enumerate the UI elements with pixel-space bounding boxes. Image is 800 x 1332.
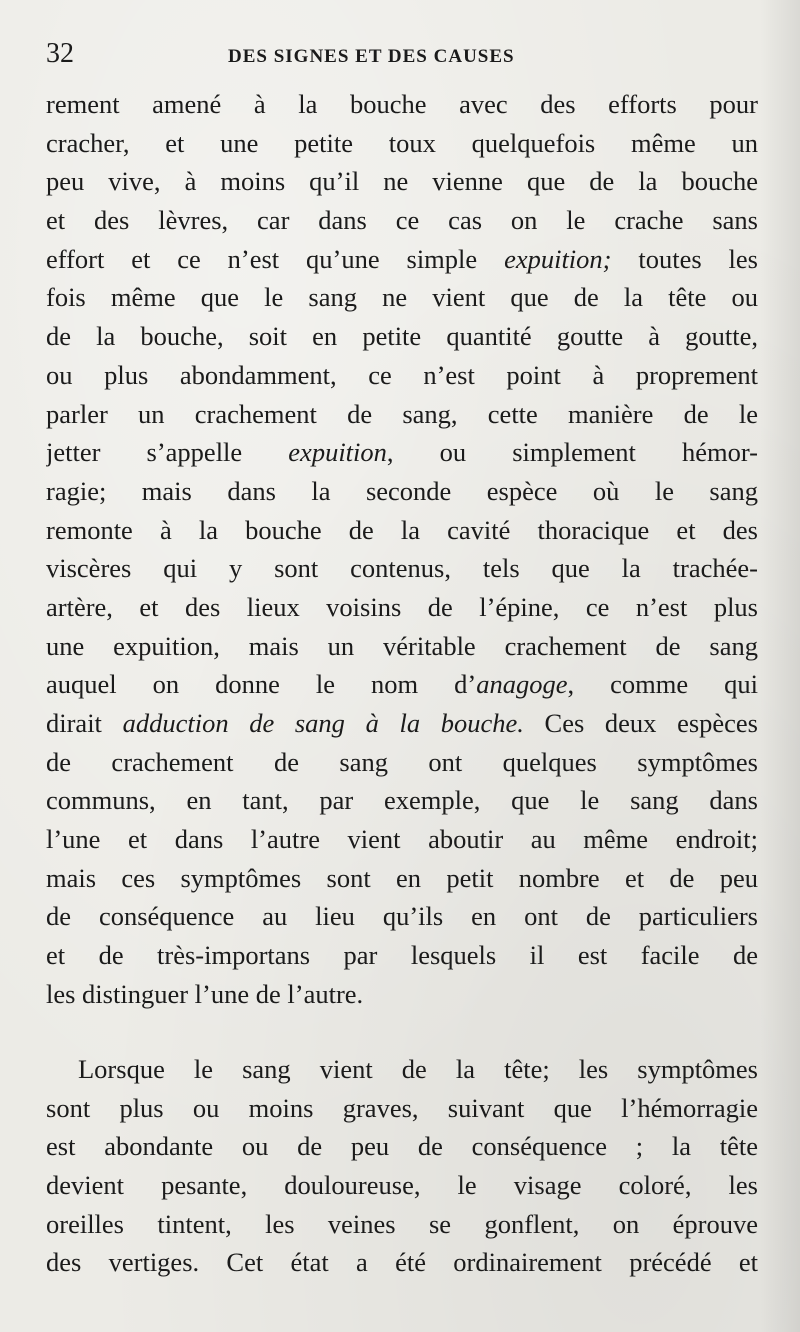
text-line: fois même que le sang ne vient que de la tête ou	[46, 282, 758, 313]
text-line: parler un crachement de sang, cette manière de le	[46, 398, 758, 429]
text-segment: , comme qui	[567, 669, 758, 700]
text-line: et de très-importans par lesquels il est facile de	[46, 940, 758, 971]
text-line: devient pesante, douloureuse, le visage coloré, les	[46, 1170, 758, 1201]
italic-term: anagoge	[476, 669, 568, 700]
text-line: rement amené à la bouche avec des efforts pour	[46, 89, 758, 119]
text-line	[46, 433, 758, 472]
text-segment: effort et ce n’est qu’une simple	[46, 243, 505, 274]
italic-term: expuition	[288, 437, 387, 468]
text-line	[46, 240, 758, 279]
text-line: des vertiges. Cet état a été ordinairement précédé et	[46, 1247, 758, 1278]
page-header	[0, 38, 800, 78]
text-line: mais ces symptômes sont en petit nombre et de peu	[46, 862, 758, 893]
paragraph-2	[46, 1050, 758, 1282]
text-line: de la bouche, soit en petite quantité goutte à goutte,	[46, 321, 758, 352]
text-line: oreilles tintent, les veines se gonflent, on éprouve	[46, 1208, 758, 1239]
text-line	[46, 665, 758, 704]
text-line: ou plus abondamment, ce n’est point à proprement	[46, 359, 758, 390]
text-segment: auquel on donne le nom d’	[46, 669, 477, 700]
text-line: est abondante ou de peu de conséquence ; la tête	[46, 1131, 758, 1162]
text-line: peu vive, à moins qu’il ne vienne que de la bouche	[46, 166, 758, 197]
text-line: une expuition, mais un véritable crachement de sang	[46, 630, 758, 661]
italic-term: expuition;	[504, 243, 612, 274]
text-line: Lorsque le sang vient de la tête; les symptômes	[78, 1054, 758, 1084]
text-segment: dirait	[46, 708, 123, 738]
text-line: ragie; mais dans la seconde espèce où le sang	[46, 475, 758, 506]
text-segment: , ou simplement hémor-	[386, 437, 758, 468]
text-segment: toutes les	[611, 243, 758, 274]
page-edge-shadow	[760, 0, 800, 1332]
text-segment: Ces deux espèces	[523, 708, 758, 738]
text-line: de crachement de sang ont quelques symptômes	[46, 746, 758, 777]
text-line: de conséquence au lieu qu’ils en ont de particuliers	[46, 901, 758, 932]
italic-term: adduction de sang à la bouche.	[122, 708, 524, 738]
text-line: sont plus ou moins graves, suivant que l’hémorragie	[46, 1092, 758, 1123]
text-line: viscères qui y sont contenus, tels que la trachée-	[46, 553, 758, 584]
text-line: remonte à la bouche de la cavité thoracique et des	[46, 514, 758, 545]
text-line: cracher, et une petite toux quelquefois même un	[46, 127, 758, 158]
text-line: et des lèvres, car dans ce cas on le crache sans	[46, 205, 758, 236]
text-line	[46, 704, 758, 743]
text-segment: jetter s’appelle	[46, 437, 289, 468]
text-line: communs, en tant, par exemple, que le sang dans	[46, 785, 758, 816]
running-head: DES SIGNES ET DES CAUSES	[228, 46, 515, 67]
text-line: les distinguer l’une de l’autre.	[46, 978, 364, 1009]
page-number: 32	[46, 38, 74, 69]
text-line: l’une et dans l’autre vient aboutir au même endroit;	[46, 824, 758, 855]
text-line: artère, et des lieux voisins de l’épine, ce n’est plus	[46, 591, 758, 622]
paragraph-1	[46, 85, 758, 1014]
